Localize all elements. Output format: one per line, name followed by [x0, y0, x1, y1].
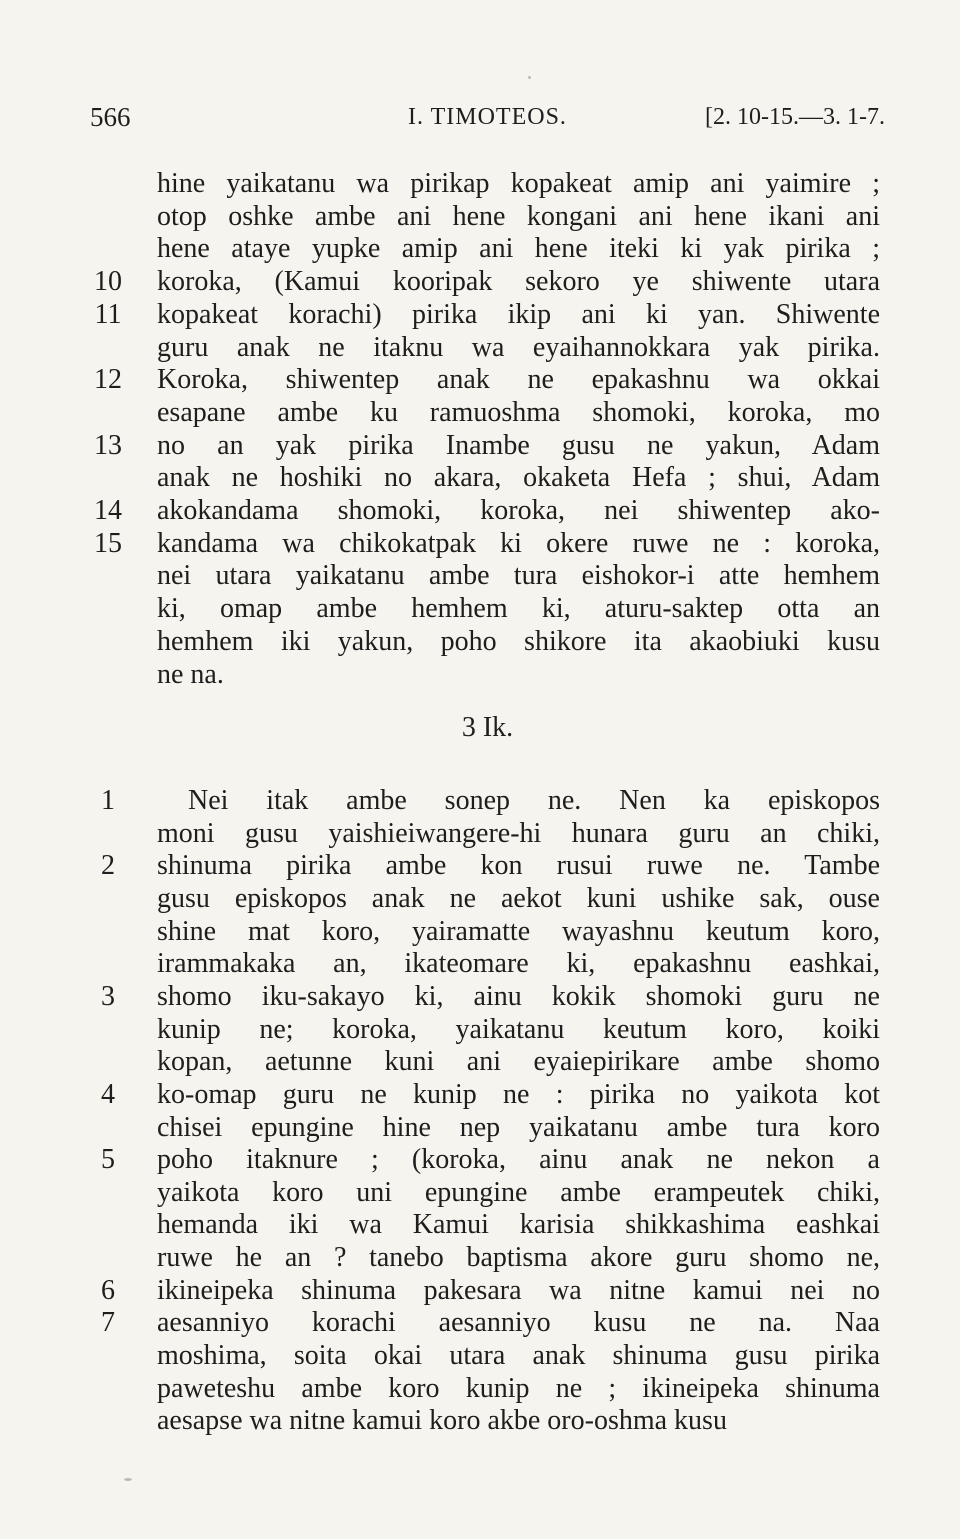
text-line: Koroka, shiwentep anak ne epakashnu wa okkai	[157, 364, 880, 396]
text-line: ko-omap guru ne kunip ne : pirika no yaikota kot	[157, 1078, 880, 1110]
print-speck	[528, 76, 531, 79]
text-line: aesanniyo korachi aesanniyo kusu ne na. Naa	[157, 1307, 880, 1339]
verse-number: 13	[94, 429, 122, 461]
verse-number: 4	[101, 1078, 115, 1110]
text-line: ikineipeka shinuma pakesara wa nitne kamui nei no	[157, 1274, 880, 1306]
text-line: guru anak ne itaknu wa eyaihannokkara yak pirika.	[157, 331, 880, 363]
text-line: yaikota koro uni epungine ambe erampeutek chiki,	[157, 1176, 880, 1208]
text-line: ki, omap ambe hemhem ki, aturu-saktep otta an	[157, 593, 880, 625]
running-title: I. TIMOTEOS.	[408, 104, 567, 130]
verse-number: 10	[94, 266, 122, 298]
text-line: anak ne hoshiki no akara, okaketa Hefa ; shui, Adam	[157, 462, 880, 494]
verse-number: 14	[94, 495, 122, 526]
verse-number: 6	[101, 1274, 115, 1306]
text-line: kopan, aetunne kuni ani eyaiepirikare ambe shomo	[157, 1046, 880, 1078]
text-line: kopakeat korachi) pirika ikip ani ki yan. Shiwente	[157, 298, 880, 330]
text-line: paweteshu ambe koro kunip ne ; ikineipeka shinuma	[157, 1372, 880, 1404]
text-line: esapane ambe ku ramuoshma shomoki, koroka, mo	[157, 396, 880, 428]
text-line: hene ataye yupke amip ani hene iteki ki yak pirika ;	[157, 233, 880, 265]
text-line: Nei itak ambe sonep ne. Nen ka episkopos	[188, 785, 880, 816]
verse-number: 2	[101, 850, 115, 882]
verse-number: 5	[101, 1144, 115, 1176]
text-line: moni gusu yaishieiwangere-hi hunara guru an chiki,	[157, 817, 880, 849]
text-line: aesapse wa nitne kamui koro akbe oro-oshma kusu	[157, 1405, 727, 1437]
text-line: akokandama shomoki, koroka, nei shiwentep ako-	[157, 495, 880, 526]
text-line: koroka, (Kamui kooripak sekoro ye shiwente utara	[157, 266, 880, 298]
chapter-verse-range: [2. 10-15.—3. 1-7.	[705, 104, 885, 130]
text-line: no an yak pirika Inambe gusu ne yakun, Adam	[157, 429, 880, 461]
text-line: hine yaikatanu wa pirikap kopakeat amip ani yaimire ;	[157, 168, 880, 199]
text-line: shinuma pirika ambe kon rusui ruwe ne. Tambe	[157, 850, 880, 882]
text-line: poho itaknure ; (koroka, ainu anak ne nekon a	[157, 1144, 880, 1176]
text-line: otop oshke ambe ani hene kongani ani hene ikani ani	[157, 200, 880, 232]
text-line: kunip ne; koroka, yaikatanu keutum koro, koiki	[157, 1013, 880, 1045]
text-line: gusu episkopos anak ne aekot kuni ushike sak, ouse	[157, 882, 880, 914]
print-speck	[124, 1478, 132, 1481]
page-number: 566	[90, 102, 131, 132]
verse-number: 11	[94, 298, 122, 330]
text-line: moshima, soita okai utara anak shinuma gusu pirika	[157, 1340, 880, 1372]
verse-number: 7	[101, 1307, 115, 1339]
text-line: chisei epungine hine nep yaikatanu ambe tura koro	[157, 1111, 880, 1143]
text-line: kandama wa chikokatpak ki okere ruwe ne : koroka,	[157, 527, 880, 559]
chapter-heading: 3 Ik.	[461, 712, 514, 743]
verse-number: 1	[101, 785, 115, 816]
text-line: shine mat koro, yairamatte wayashnu keutum koro,	[157, 915, 880, 947]
text-line: hemhem iki yakun, poho shikore ita akaobiuki kusu	[157, 625, 880, 657]
text-line: nei utara yaikatanu ambe tura eishokor-i atte hemhem	[157, 560, 880, 592]
text-line: shomo iku-sakayo ki, ainu kokik shomoki guru ne	[157, 980, 880, 1012]
text-line: hemanda iki wa Kamui karisia shikkashima eashkai	[157, 1209, 880, 1241]
text-line: irammakaka an, ikateomare ki, epakashnu eashkai,	[157, 948, 880, 980]
verse-number: 3	[101, 980, 115, 1012]
verse-number: 15	[94, 527, 122, 559]
verse-number: 12	[94, 364, 122, 396]
text-line: ne na.	[157, 658, 224, 690]
page-header	[90, 102, 885, 138]
text-line: ruwe he an ? tanebo baptisma akore guru shomo ne,	[157, 1242, 880, 1274]
